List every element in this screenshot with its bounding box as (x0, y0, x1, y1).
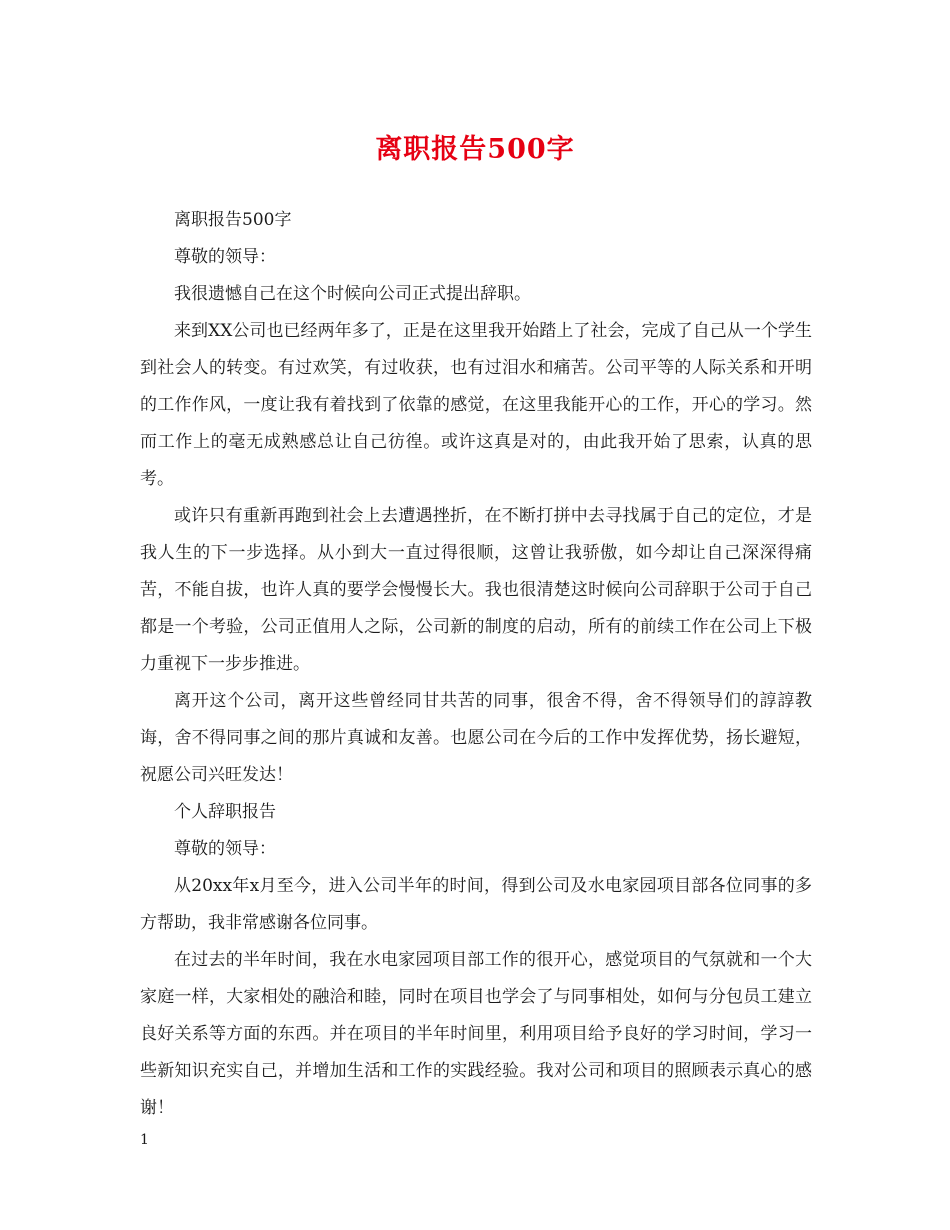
document-title: 离职报告500字 (375, 134, 575, 165)
paragraph-subtitle: 离职报告500字 (174, 210, 292, 230)
paragraph-half-year: 从20xx年x月至今，进入公司半年的时间，得到公司及水电家园项目部各位同事的多方帮助，我非常感谢各位同事。 (140, 876, 812, 933)
paragraph-two-years: 来到XX公司也已经两年多了，正是在这里我开始踏上了社会，完成了自己从一个学生到社会人的转变。有过欢笑，有过收获，也有过泪水和痛苦。公司平等的人际关系和开明的工作作风，一度让我有着找到了依靠的感觉，在这里我能开心的工作，开心的学习。然而工作上的毫无成熟感总让自己彷徨。或许这真是对的，由此我开始了思索，认真的思考。 (140, 321, 812, 489)
paragraph-section-heading: 个人辞职报告 (174, 802, 276, 822)
document-body (140, 202, 812, 1127)
paragraph-resignation-statement: 我很遗憾自己在这个时候向公司正式提出辞职。 (174, 284, 531, 304)
paragraph-salutation-2: 尊敬的领导： (174, 839, 276, 859)
page-number: 1 (140, 1132, 149, 1148)
paragraph-gratitude: 在过去的半年时间，我在水电家园项目部工作的很开心，感觉项目的气氛就和一个大家庭一样，大家相处的融洽和睦，同时在项目也学会了与同事相处，如何与分包员工建立良好关系等方面的东西。并在项目的半年时间里，利用项目给予良好的学习时间，学习一些新知识充实自己，并增加生活和工作的实践经验。我对公司和项目的照顾表示真心的感谢！ (140, 950, 812, 1118)
paragraph-salutation: 尊敬的领导： (174, 247, 276, 267)
paragraph-farewell: 离开这个公司，离开这些曾经同甘共苦的同事，很舍不得，舍不得领导们的諄諄教诲，舍不得同事之间的那片真诚和友善。也愿公司在今后的工作中发挥优势，扬长避短，祝愿公司兴旺发达！ (140, 691, 812, 785)
paragraph-next-step: 或许只有重新再跑到社会上去遭遇挫折，在不断打拼中去寻找属于自己的定位，才是我人生的下一步选择。从小到大一直过得很顺，这曾让我骄傲，如今却让自己深深得痛苦，不能自拔，也许人真的要学会慢慢长大。我也很清楚这时候向公司辞职于公司于自己都是一个考验，公司正值用人之际，公司新的制度的启动，所有的前续工作在公司上下极力重视下一步步推进。 (140, 506, 812, 674)
